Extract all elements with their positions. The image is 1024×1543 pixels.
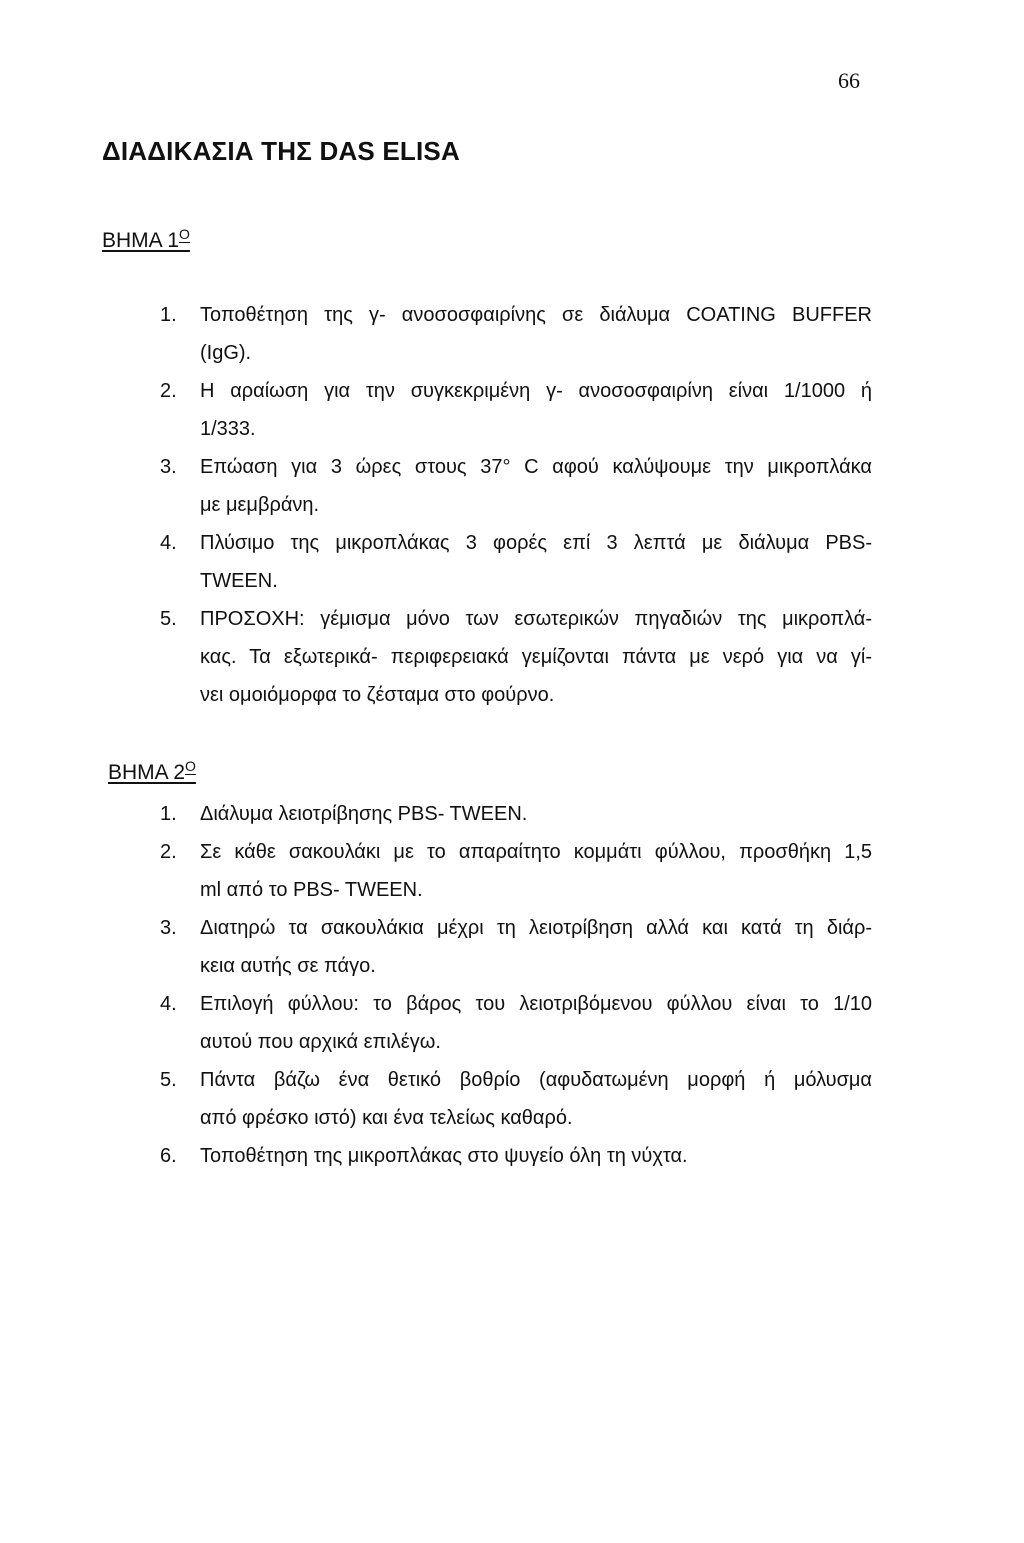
step-2-heading	[108, 758, 196, 785]
list-item-line: Η αραίωση για την συγκεκριμένη γ- ανοσοσφαιρίνη είναι 1/1000 ή	[200, 380, 872, 402]
list-item-line: Διάλυμα λειοτρίβησης PBS- TWEEN.	[200, 803, 528, 825]
document-title: ΔΙΑΔΙΚΑΣΙΑ ΤΗΣ DAS ELISA	[102, 136, 460, 166]
step-2-heading-text: ΒΗΜΑ 2	[108, 761, 186, 784]
list-item	[160, 600, 872, 714]
list-item	[160, 296, 872, 372]
list-item-line: Διατηρώ τα σακουλάκια μέχρι τη λειοτρίβηση αλλά και κατά τη διάρ-	[200, 917, 872, 939]
list-item	[160, 448, 872, 524]
list-item	[160, 1061, 872, 1137]
list-item	[160, 795, 872, 833]
list-item-line: Επώαση για 3 ώρες στους 37° C αφού καλύψουμε την μικροπλάκα	[200, 456, 872, 478]
list-item-line: (IgG).	[200, 342, 252, 364]
list-item-number: 2.	[160, 380, 177, 402]
list-item-line: Πλύσιμο της μικροπλάκας 3 φορές επί 3 λεπτά με διάλυμα PBS-	[200, 532, 872, 554]
list-item-number: 2.	[160, 841, 177, 863]
list-item-line: Τοποθέτηση της γ- ανοσοσφαιρίνης σε διάλυμα COATING BUFFER	[200, 304, 872, 326]
list-item-number: 5.	[160, 1069, 177, 1091]
list-item-line: αυτού που αρχικά επιλέγω.	[200, 1031, 441, 1053]
list-item-line: Τοποθέτηση της μικροπλάκας στο ψυγείο όλη τη νύχτα.	[200, 1145, 688, 1167]
step-2-heading-superscript: Ο	[185, 758, 196, 774]
list-item-line: Επιλογή φύλλου: το βάρος του λειοτριβόμενου φύλλου είναι το 1/10	[200, 993, 872, 1015]
list-item-line: Σε κάθε σακουλάκι με το απαραίτητο κομμάτι φύλλου, προσθήκη 1,5	[200, 841, 872, 863]
list-item	[160, 909, 872, 985]
list-item	[160, 1137, 872, 1175]
list-item-line: από φρέσκο ιστό) και ένα τελείως καθαρό.	[200, 1107, 573, 1129]
list-item-line: νει ομοιόμορφα το ζέσταμα στο φούρνο.	[200, 684, 555, 706]
list-item-number: 3.	[160, 917, 177, 939]
list-item-number: 4.	[160, 993, 177, 1015]
list-item-line: κας. Τα εξωτερικά- περιφερειακά γεμίζονται πάντα με νερό για να γί-	[200, 646, 872, 668]
list-item	[160, 985, 872, 1061]
list-item-line: κεια αυτής σε πάγο.	[200, 955, 376, 977]
step-1-list	[160, 296, 872, 714]
list-item-line: 1/333.	[200, 418, 256, 440]
list-item-number: 1.	[160, 803, 177, 825]
list-item-line: ΠΡΟΣΟΧΗ: γέμισμα μόνο των εσωτερικών πηγαδιών της μικροπλά-	[200, 608, 872, 630]
list-item-number: 5.	[160, 608, 177, 630]
list-item-number: 3.	[160, 456, 177, 478]
list-item	[160, 524, 872, 600]
list-item	[160, 833, 872, 909]
list-item-line: με μεμβράνη.	[200, 494, 320, 516]
list-item-number: 1.	[160, 304, 177, 326]
list-item-number: 6.	[160, 1145, 177, 1167]
list-item-line: TWEEN.	[200, 570, 278, 592]
step-1-heading	[102, 226, 190, 253]
list-item-line: Πάντα βάζω ένα θετικό βοθρίο (αφυδατωμένη μορφή ή μόλυσμα	[200, 1069, 872, 1091]
step-1-heading-text: ΒΗΜΑ 1	[102, 229, 180, 252]
step-1-heading-superscript: Ο	[179, 226, 190, 242]
step-2-list	[160, 795, 872, 1175]
list-item-line: ml από το PBS- TWEEN.	[200, 879, 423, 901]
list-item	[160, 372, 872, 448]
page-number: 66	[838, 68, 860, 93]
list-item-number: 4.	[160, 532, 177, 554]
